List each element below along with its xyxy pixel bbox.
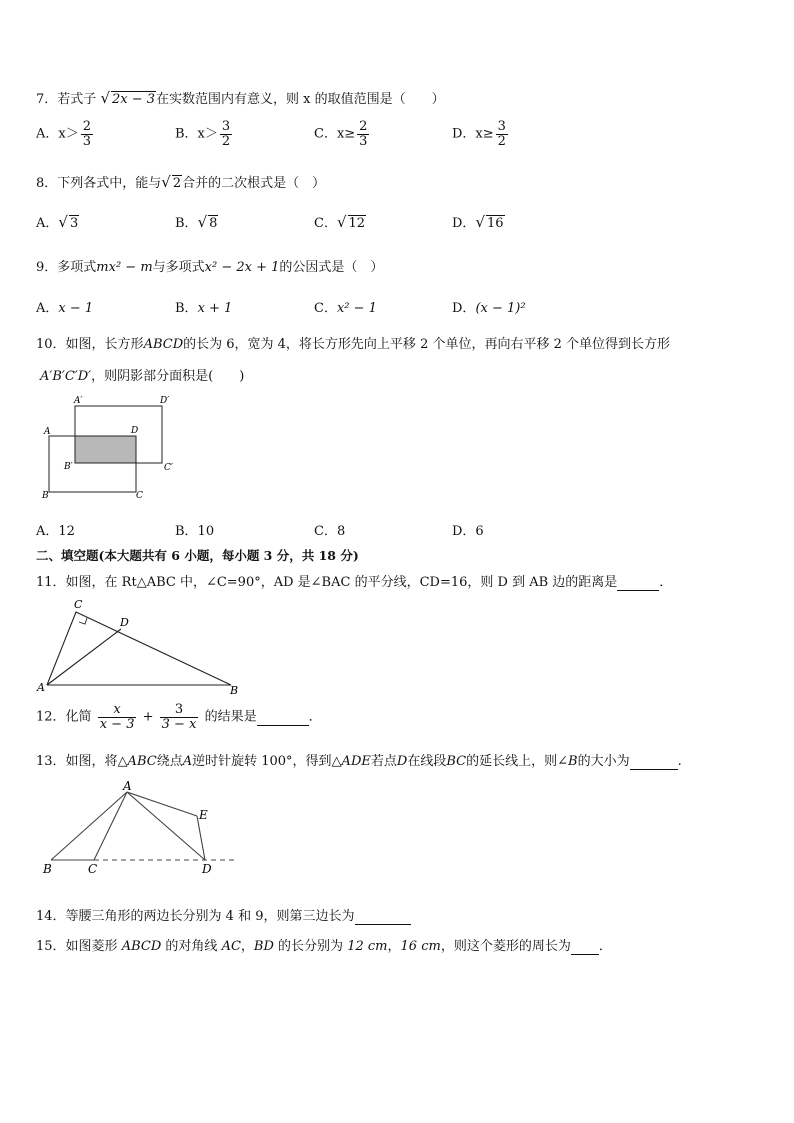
q8-option-c[interactable]: C．√ 12 <box>314 213 366 231</box>
question-number: 8． <box>36 176 58 191</box>
shaded-region <box>75 436 136 463</box>
label-A-prime: A′ <box>74 396 83 406</box>
label-A: A <box>123 780 132 793</box>
label-B: B <box>42 491 49 501</box>
sqrt-sign: √ <box>100 89 110 107</box>
answer-blank[interactable] <box>355 909 411 925</box>
answer-blank[interactable] <box>257 710 309 726</box>
q8-option-a[interactable]: A．√ 3 <box>36 213 79 231</box>
question-11: 11．如图，在 Rt△ABC 中，∠C=90°，AD 是∠BAC 的平分线，CD=16，则 D 到 AB 边的距离是 ． <box>36 575 673 590</box>
q7-option-a[interactable]: A．x＞ $\frac{2}{3}$ <box>36 119 92 149</box>
q7-option-c[interactable]: C．x≥ $\frac{2}{3}$ <box>314 119 368 149</box>
label-C: C <box>74 598 83 611</box>
q7-option-b[interactable]: B．x＞ $\frac{3}{2}$ <box>175 119 231 149</box>
q13-figure <box>36 780 242 880</box>
question-7: 7．若式子 √ 2x − 3在实数范围内有意义，则 x 的取值范围是（ ） <box>36 89 445 107</box>
answer-blank[interactable] <box>630 754 678 770</box>
question-number: 11． <box>36 575 66 590</box>
q9-option-b[interactable]: B．x + 1 <box>175 301 233 316</box>
q11-figure <box>34 594 248 698</box>
label-C: C <box>88 862 98 876</box>
label-C: C <box>136 491 143 501</box>
label-E: E <box>199 808 208 822</box>
question-12: 12．化简 $\frac{x}{x - 3}$ + $\frac{3}{3 - x}$ 的结果是 ． <box>36 702 322 732</box>
radicand: 2x − 3 <box>112 92 156 107</box>
answer-blank[interactable] <box>617 575 659 591</box>
question-number: 9． <box>36 260 58 275</box>
label-D: D <box>131 426 139 436</box>
question-14: 14．等腰三角形的两边长分别为 4 和 9，则第三边长为 <box>36 905 411 925</box>
label-A: A <box>44 427 51 437</box>
question-13: 13．如图，将△ABC绕点A逆时针旋转 100°，得到△ADE若点D在线段BC的延长线上，则∠B的大小为 . <box>36 754 682 769</box>
question-15: 15．如图菱形 ABCD 的对角线 AC，BD 的长分别为 12 cm，16 cm，则这个菱形的周长为 ． <box>36 939 612 954</box>
q9-option-a[interactable]: A．x − 1 <box>36 301 94 316</box>
label-B: B <box>43 862 52 876</box>
label-B-prime: B′ <box>64 462 73 472</box>
question-9: 9．多项式mx² − m与多项式x² − 2x + 1的公因式是（ ） <box>36 260 384 275</box>
label-A: A <box>37 681 45 694</box>
q10-option-a[interactable]: A．12 <box>36 524 75 539</box>
right-angle-mark <box>79 618 87 624</box>
q8-option-b[interactable]: B．√ 8 <box>175 213 218 231</box>
label-D: D <box>202 862 212 876</box>
q10-option-b[interactable]: B．10 <box>175 524 215 539</box>
section-heading: 二、填空题(本大题共有 6 小题，每小题 3 分，共 18 分) <box>36 548 359 563</box>
q8-option-d[interactable]: D．√ 16 <box>452 213 504 231</box>
question-number: 15． <box>36 939 66 954</box>
question-number: 7． <box>36 92 58 107</box>
label-B: B <box>230 684 239 697</box>
answer-blank[interactable] <box>571 939 599 955</box>
q10-figure <box>38 392 188 504</box>
question-number: 13． <box>36 754 66 769</box>
question-number: 10． <box>36 337 66 352</box>
fraction-1: $\frac{x}{x - 3}$ <box>99 702 135 732</box>
q9-option-c[interactable]: C．x² − 1 <box>314 301 377 316</box>
question-number: 12． <box>36 709 66 725</box>
question-number: 14． <box>36 909 66 924</box>
label-D-prime: D′ <box>160 396 170 406</box>
question-8: 8．下列各式中，能与√ 2合并的二次根式是（ ） <box>36 173 326 191</box>
question-10: 10．如图，长方形ABCD的长为 6，宽为 4，将长方形先向上平移 2 个单位，再向右平移 2 个单位得到长方形 <box>36 337 671 352</box>
q10-option-d[interactable]: D．6 <box>452 524 484 539</box>
label-D: D <box>120 616 129 629</box>
fraction-2: $\frac{3}{3 - x}$ <box>161 702 197 732</box>
label-C-prime: C′ <box>164 463 173 473</box>
q9-option-d[interactable]: D．(x − 1)² <box>452 301 526 316</box>
question-10-line2: A′B′C′D′，则阴影部分面积是( ) <box>40 369 245 384</box>
q7-option-d[interactable]: D．x≥ $\frac{3}{2}$ <box>452 119 506 149</box>
q10-option-c[interactable]: C．8 <box>314 524 346 539</box>
